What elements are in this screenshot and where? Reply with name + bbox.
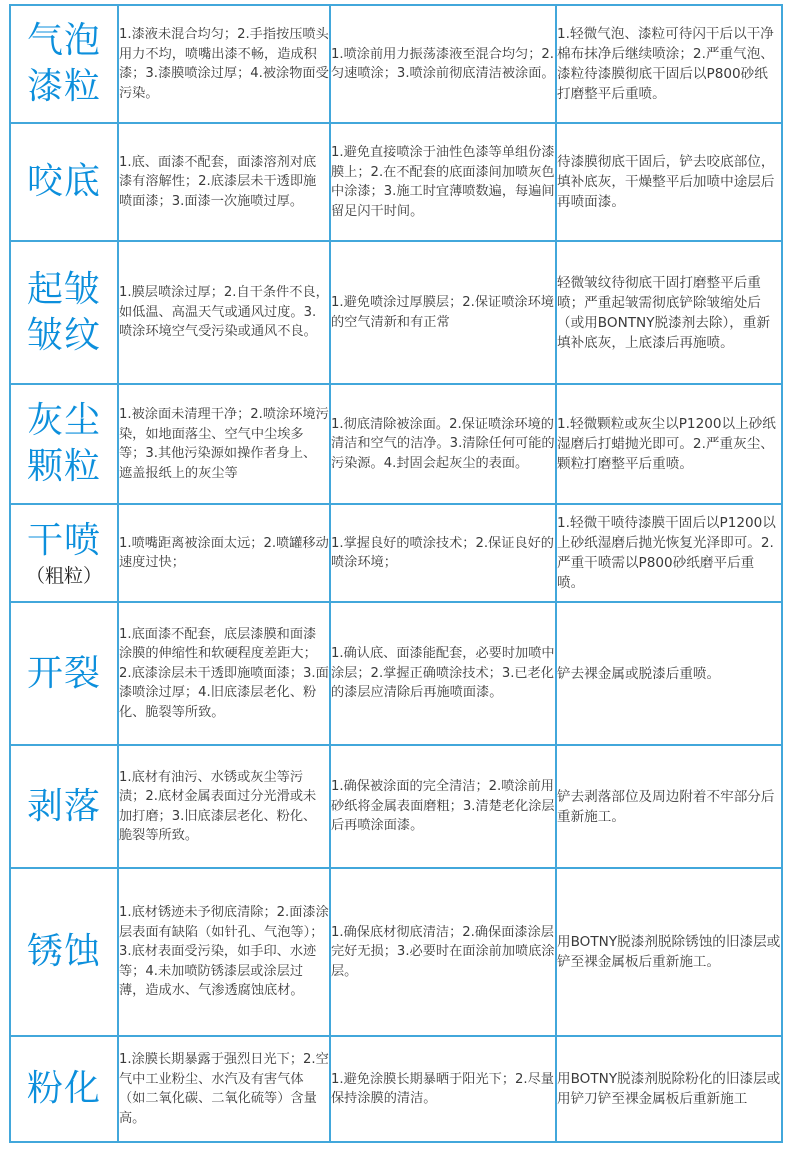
- solution-cell: 用BOTNY脱漆剂脱除粉化的旧漆层或用铲刀铲至裸金属板后重新施工: [556, 1036, 782, 1142]
- cause-cell: 1.底材有油污、水锈或灰尘等污渍；2.底材金属表面过分光滑或未加打磨；3.旧底漆层老化、粉化、脆裂等所致。: [118, 745, 330, 868]
- defect-name: 气泡漆粒: [26, 20, 101, 107]
- defect-name: 开裂: [26, 652, 101, 694]
- prevention-cell: 1.确保被涂面的完全清洁；2.喷涂前用砂纸将金属表面磨粗；3.清楚老化涂层后再喷涂面漆。: [330, 745, 556, 868]
- defect-name-cell: [10, 1036, 118, 1142]
- cause-cell: 1.被涂面未清理干净；2.喷涂环境污染，如地面落尘、空气中尘埃多等；3.其他污染源如操作者身上、遮盖报纸上的灰尘等: [118, 384, 330, 504]
- cause-cell: 1.涂膜长期暴露于强烈日光下；2.空气中工业粉尘、水汽及有害气体（如二氧化碳、二氧化硫等）含量高。: [118, 1036, 330, 1142]
- defect-name: 剥落: [26, 785, 101, 827]
- defect-name-cell: [10, 868, 118, 1036]
- defect-name: 灰尘颗粒: [26, 400, 101, 487]
- cause-cell: 1.底材锈迹未予彻底清除；2.面漆涂层表面有缺陷（如针孔、气泡等）；3.底材表面受污染，如手印、水迹等；4.未加喷防锈漆层或涂层过薄，造成水、气渗透腐蚀底材。: [118, 868, 330, 1036]
- defect-name: 粉化: [26, 1068, 101, 1109]
- defect-name-cell: [10, 745, 118, 868]
- table-row: [10, 745, 782, 868]
- solution-cell: 待漆膜彻底干固后，铲去咬底部位，填补底灰，干燥整平后加喷中途层后再喷面漆。: [556, 123, 782, 241]
- defect-name-cell: [10, 241, 118, 384]
- defect-name-cell: [10, 504, 118, 602]
- defect-name-cell: [10, 384, 118, 504]
- prevention-cell: 1.掌握良好的喷涂技术；2.保证良好的喷涂环境；: [330, 504, 556, 602]
- cause-cell: 1.膜层喷涂过厚；2.自干条件不良，如低温、高温天气或通风过度。3.喷涂环境空气受污染或通风不良。: [118, 241, 330, 384]
- defect-name: 咬底: [26, 161, 101, 202]
- prevention-cell: 1.确保底材彻底清洁；2.确保面漆涂层完好无损；3.必要时在面涂前加喷底涂层。: [330, 868, 556, 1036]
- table-row: [10, 384, 782, 504]
- solution-cell: 铲去剥落部位及周边附着不牢部分后重新施工。: [556, 745, 782, 868]
- defect-subtitle: （粗粒）: [25, 565, 102, 587]
- defect-name: 起皱皱纹: [26, 268, 101, 356]
- solution-cell: 1.轻微干喷待漆膜干固后以P1200以上砂纸湿磨后抛光恢复光泽即可。2.严重干喷需以P800砂纸磨平后重喷。: [556, 504, 782, 602]
- table-row: [10, 123, 782, 241]
- solution-cell: 1.轻微颗粒或灰尘以P1200以上砂纸湿磨后打蜡抛光即可。2.严重灰尘、颗粒打磨整平后重喷。: [556, 384, 782, 504]
- prevention-cell: 1.确认底、面漆能配套，必要时加喷中涂层；2.掌握正确喷涂技术；3.已老化的漆层应清除后再施喷面漆。: [330, 602, 556, 745]
- table-row: [10, 868, 782, 1036]
- table-row: [10, 602, 782, 745]
- prevention-cell: 1.避免喷涂过厚膜层；2.保证喷涂环境的空气清新和有正常: [330, 241, 556, 384]
- defect-table: [9, 4, 783, 1143]
- prevention-cell: 1.彻底清除被涂面。2.保证喷涂环境的清洁和空气的洁净。3.清除任何可能的污染源。4.封固会起灰尘的表面。: [330, 384, 556, 504]
- cause-cell: 1.喷嘴距离被涂面太远；2.喷罐移动速度过快；: [118, 504, 330, 602]
- prevention-cell: 1.喷涂前用力振荡漆液至混合均匀；2.匀速喷涂；3.喷涂前彻底清洁被涂面。: [330, 5, 556, 123]
- defect-name: 锈蚀: [26, 931, 101, 972]
- solution-cell: 1.轻微气泡、漆粒可待闪干后以干净棉布抹净后继续喷涂；2.严重气泡、漆粒待漆膜彻底干固后以P800砂纸打磨整平后重喷。: [556, 5, 782, 123]
- defect-name-cell: [10, 123, 118, 241]
- solution-cell: 用BOTNY脱漆剂脱除锈蚀的旧漆层或铲至裸金属板后重新施工。: [556, 868, 782, 1036]
- table-row: [10, 504, 782, 602]
- table-row: [10, 241, 782, 384]
- table-row: [10, 5, 782, 123]
- cause-cell: 1.底面漆不配套，底层漆膜和面漆涂膜的伸缩性和软硬程度差距大；2.底漆涂层未干透即施喷面漆；3.面漆喷涂过厚；4.旧底漆层老化、粉化、脆裂等所致。: [118, 602, 330, 745]
- solution-cell: 铲去裸金属或脱漆后重喷。: [556, 602, 782, 745]
- defect-name-cell: [10, 5, 118, 123]
- prevention-cell: 1.避免直接喷涂于油性色漆等单组份漆膜上；2.在不配套的底面漆间加喷灰色中涂漆；3.施工时宜薄喷数遍，每遍间留足闪干时间。: [330, 123, 556, 241]
- solution-cell: 轻微皱纹待彻底干固打磨整平后重喷；严重起皱需彻底铲除皱缩处后（或用BONTNY脱漆剂去除），重新填补底灰，上底漆后再施喷。: [556, 241, 782, 384]
- defect-name: 干喷: [26, 520, 101, 561]
- cause-cell: 1.底、面漆不配套，面漆溶剂对底漆有溶解性；2.底漆层未干透即施喷面漆；3.面漆一次施喷过厚。: [118, 123, 330, 241]
- prevention-cell: 1.避免涂膜长期暴晒于阳光下；2.尽量保持涂膜的清洁。: [330, 1036, 556, 1142]
- defect-name-cell: [10, 602, 118, 745]
- table-row: [10, 1036, 782, 1142]
- cause-cell: 1.漆液未混合均匀；2.手指按压喷头用力不均，喷嘴出漆不畅，造成积漆；3.漆膜喷涂过厚；4.被涂物面受污染。: [118, 5, 330, 123]
